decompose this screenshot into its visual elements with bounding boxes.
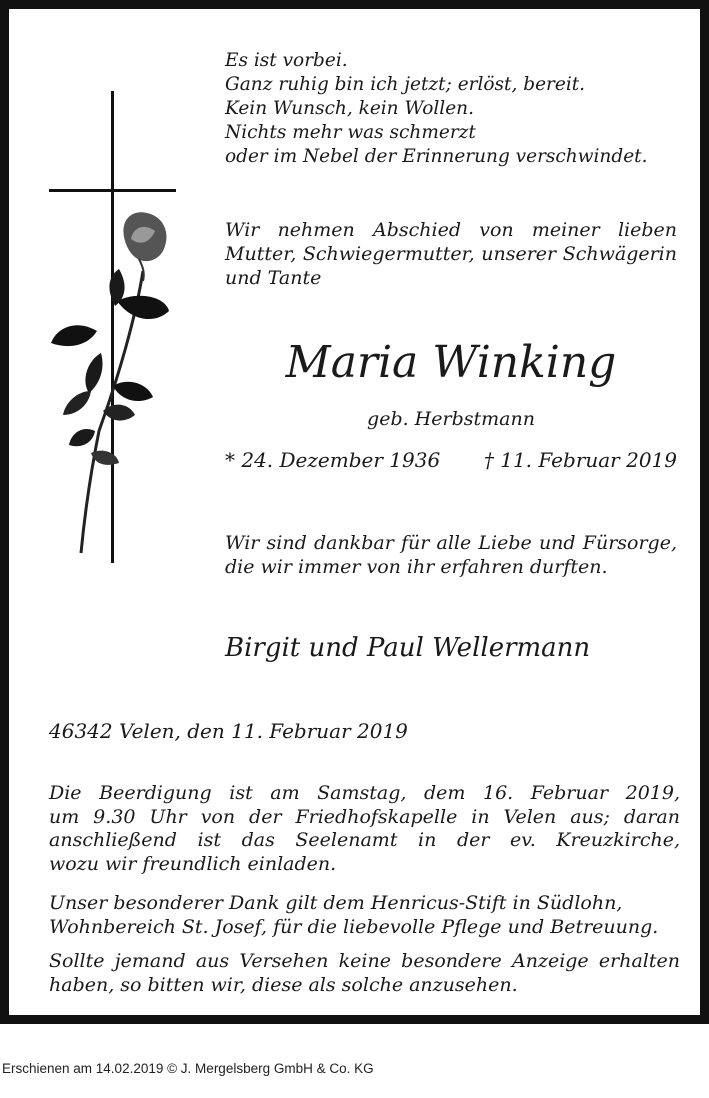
publication-footer: Erschienen am 14.02.2019 © J. Mergelsberg GmbH & Co. KG [2, 1061, 374, 1076]
funeral-line: um 9.30 Uhr von der Friedhofskapelle in Velen aus; daran [49, 805, 680, 828]
farewell-intro [225, 218, 677, 290]
thanks-line: Wir sind dankbar für alle Liebe und Fürsorge, [225, 532, 677, 554]
note-line: haben, so bitten wir, diese als solche anzusehen. [49, 973, 518, 996]
note-line: Sollte jemand aus Versehen keine besondere Anzeige erhalten [49, 950, 680, 972]
poem-line: Es ist vorbei. [225, 50, 348, 71]
place-and-date: 46342 Velen, den 11. Februar 2019 [49, 719, 408, 743]
thanks-line: die wir immer von ihr erfahren durften. [225, 556, 608, 578]
death-date: † 11. Februar 2019 [483, 448, 677, 472]
poem-line: Nichts mehr was schmerzt [225, 122, 476, 143]
poem-line: oder im Nebel der Erinnerung verschwindet. [225, 146, 648, 167]
poem-line: Ganz ruhig bin ich jetzt; erlöst, bereit. [225, 74, 586, 95]
notice-note [49, 950, 680, 997]
cross-with-rose-icon [47, 91, 179, 566]
intro-line: Mutter, Schwiegermutter, unserer Schwägerin [225, 243, 677, 265]
funeral-details [49, 782, 680, 876]
mourners-names: Birgit und Paul Wellermann [225, 633, 591, 663]
poem [225, 49, 647, 169]
funeral-line: Die Beerdigung ist am Samstag, dem 16. Februar 2019, [49, 782, 680, 804]
life-dates [225, 447, 677, 473]
poem-line: Kein Wunsch, kein Wollen. [225, 98, 474, 119]
intro-line: Wir nehmen Abschied von meiner lieben [225, 219, 677, 241]
thanks-text [225, 531, 677, 579]
deceased-name: Maria Winking [285, 337, 617, 388]
gratitude-line: Unser besonderer Dank gilt dem Henricus-Stift in Südlohn, [49, 892, 623, 914]
birth-date: * 24. Dezember 1936 [225, 448, 441, 472]
funeral-line: anschließend ist das Seelenamt in der ev. Kreuzkirche, [49, 829, 680, 851]
gratitude-line: Wohnbereich St. Josef, für die liebevolle Pflege und Betreuung. [49, 915, 659, 938]
maiden-name: geb. Herbstmann [367, 408, 535, 430]
gratitude-text [49, 892, 680, 939]
intro-line: und Tante [225, 267, 322, 289]
funeral-line: wozu wir freundlich einladen. [49, 852, 337, 875]
